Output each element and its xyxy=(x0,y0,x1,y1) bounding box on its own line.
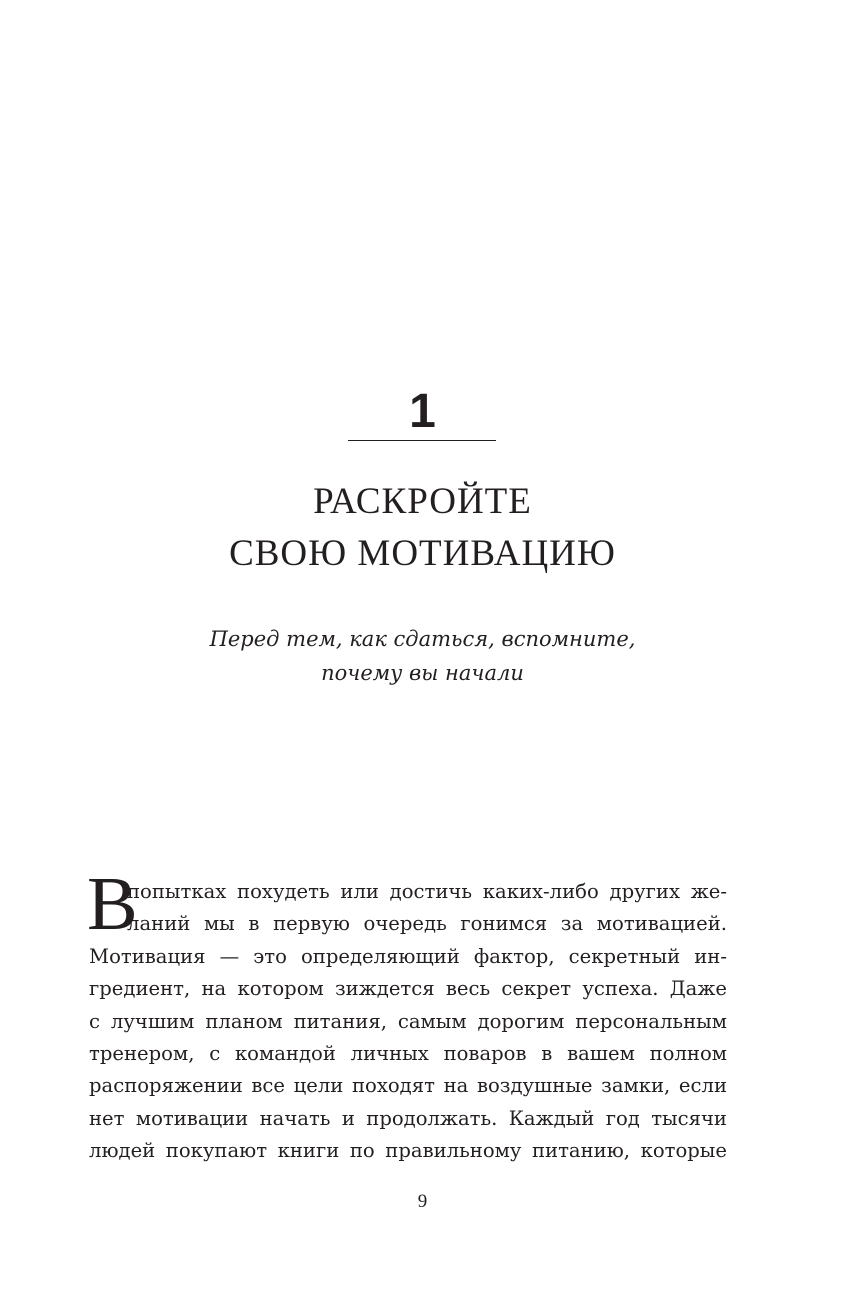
chapter-title xyxy=(0,476,845,580)
page-number: 9 xyxy=(417,1191,428,1212)
chapter-title-line-2: СВОЮ МОТИВАЦИЮ xyxy=(229,533,616,574)
subtitle-line-2: почему вы начали xyxy=(321,661,524,685)
body-line: гредиент, на котором зиждется весь секрет успеха. Даже xyxy=(89,977,727,1001)
body-line: тренером, с командой личных поваров в вашем полном xyxy=(89,1041,727,1065)
chapter-number: 1 xyxy=(409,385,436,438)
body-line: людей покупают книги по правильному питанию, которые xyxy=(89,1139,727,1163)
body-line: Мотивация — это определяющий фактор, секретный ин- xyxy=(89,944,727,968)
body-line: нет мотивации начать и продолжать. Каждый год тысячи xyxy=(89,1106,727,1130)
body-line: с лучшим планом питания, самым дорогим персональным xyxy=(89,1009,727,1033)
chapter-divider xyxy=(348,440,496,441)
chapter-title-line-1: РАСКРОЙТЕ xyxy=(313,481,532,522)
body-line: распоряжении все цели походят на воздушные замки, если xyxy=(89,1074,727,1098)
body-paragraph xyxy=(89,876,727,1168)
body-line: попытках похудеть или достичь каких-либо других же- xyxy=(127,880,727,903)
drop-cap: В xyxy=(87,862,138,946)
subtitle-line-1: Перед тем, как сдаться, вспомните, xyxy=(209,627,636,651)
chapter-subtitle xyxy=(0,622,845,690)
body-line: ланий мы в первую очередь гонимся за мотивацией. xyxy=(127,912,727,936)
